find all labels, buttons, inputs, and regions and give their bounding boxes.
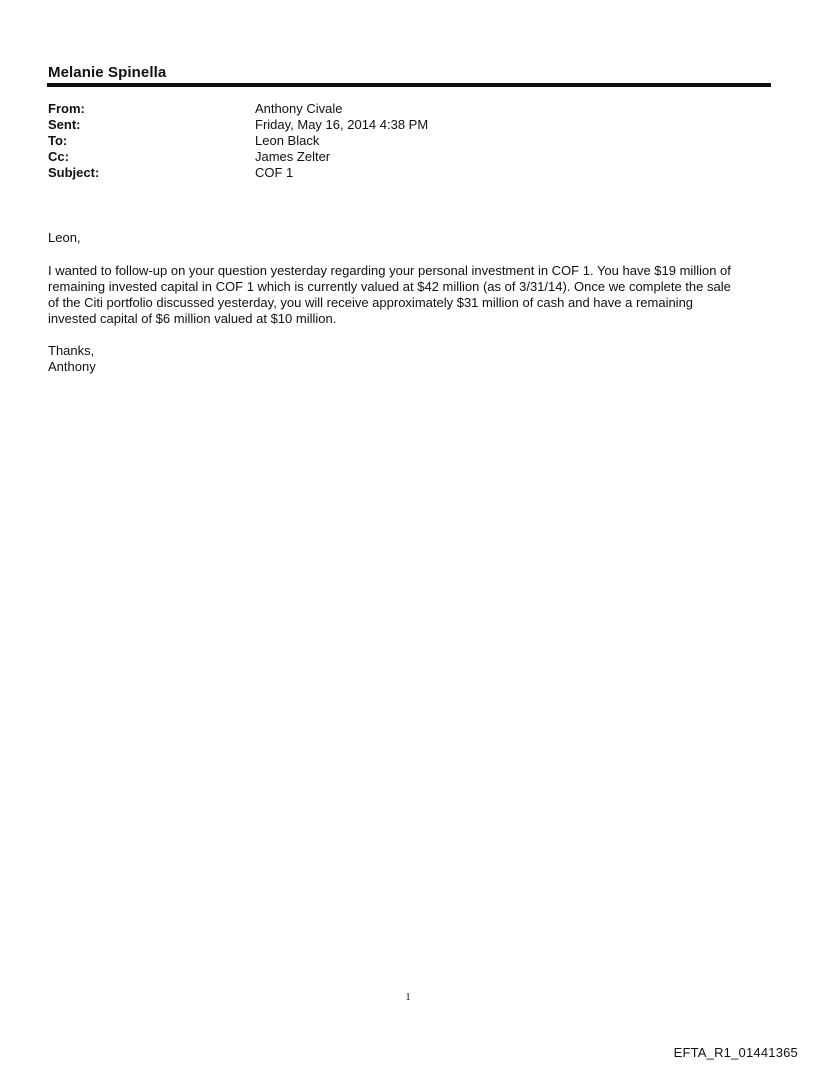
from-value: Anthony Civale [255,101,343,116]
page-number: 1 [405,991,411,1003]
bates-number: EFTA_R1_01441365 [673,1045,798,1060]
header-row-sent [48,117,428,133]
header-row-to [48,133,428,149]
body-line: of the Citi portfolio discussed yesterday, you will receive approximately $31 million of cash and have a remaining [48,295,694,310]
body-line: I wanted to follow-up on your question yesterday regarding your personal investment in COF 1. You have $19 million of [48,263,731,278]
body-line: remaining invested capital in COF 1 which is currently valued at $42 million (as of 3/31/14). Once we complete the sale [48,279,731,294]
from-label: From: [48,101,85,116]
email-signature: Anthony [48,359,96,374]
cc-label: Cc: [48,149,69,164]
cc-value: James Zelter [255,149,331,164]
email-header-block [48,101,428,181]
header-row-from [48,101,428,117]
email-closing: Thanks, [48,343,95,358]
email-signoff [48,343,778,375]
to-value: Leon Black [255,133,320,148]
email-greeting: Leon, [48,230,81,245]
subject-value: COF 1 [255,165,294,180]
subject-label: Subject: [48,165,100,180]
email-body-paragraph [48,263,778,327]
to-label: To: [48,133,68,148]
header-row-cc [48,149,428,165]
header-divider [47,83,771,87]
body-line: invested capital of $6 million valued at $10 million. [48,311,337,326]
sent-value: Friday, May 16, 2014 4:38 PM [255,117,429,132]
sent-label: Sent: [48,117,81,132]
mailbox-owner-name: Melanie Spinella [48,64,167,81]
header-row-subject [48,165,428,181]
